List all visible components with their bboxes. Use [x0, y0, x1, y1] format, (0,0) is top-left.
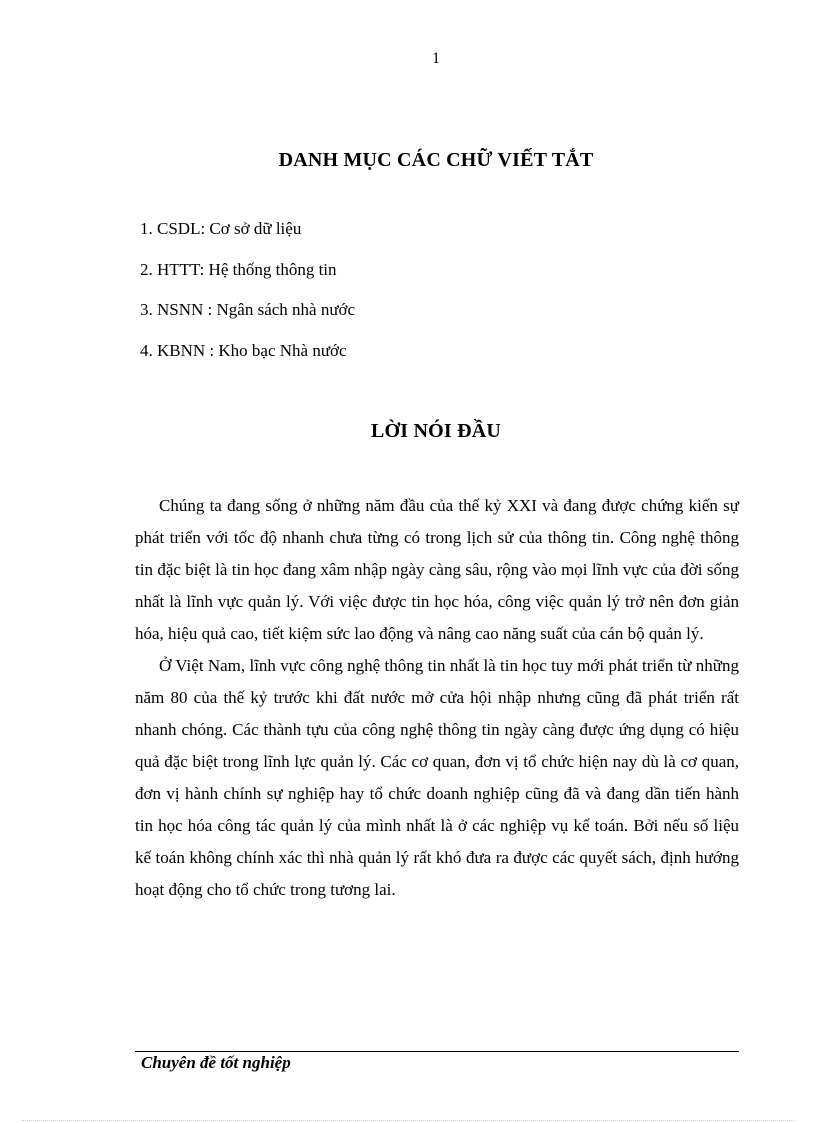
page-bottom-edge: [22, 1120, 794, 1121]
abbreviation-item: 2. HTTT: Hệ thống thông tin: [140, 259, 337, 279]
footer-divider: [135, 1051, 739, 1052]
preface-body: [135, 490, 739, 906]
abbreviation-item: 4. KBNN : Kho bạc Nhà nước: [140, 340, 347, 360]
abbreviation-item: 1. CSDL: Cơ sở dữ liệu: [140, 219, 302, 238]
footer-label: Chuyên đề tốt nghiệp: [141, 1053, 291, 1072]
preface-heading: LỜI NÓI ĐẦU: [371, 420, 501, 442]
abbreviations-heading: DANH MỤC CÁC CHỮ VIẾT TẮT: [278, 149, 594, 171]
abbreviation-item: 3. NSNN : Ngân sách nhà nước: [140, 300, 356, 319]
abbreviations-list: [140, 217, 355, 379]
preface-paragraph: Ở Việt Nam, lĩnh vực công nghệ thông tin nhất là tin học tuy mới phát triển từ những năm 80 của thế kỷ trước khi đất nước mở cửa hội nhập nhưng cũng đã phát triển rất nhanh chóng. Các thành tựu của công nghệ thông tin ngày càng được ứng dụng có hiệu quả đặc biệt trong lĩnh lực quản lý. Các cơ quan, đơn vị tổ chức hiện nay dù là cơ quan, đơn vị hành chính sự nghiệp hay tổ chức doanh nghiệp cũng đã và đang dần tiến hành tin học hóa công tác quản lý của mình nhất là ở các nghiệp vụ kế toán. Bởi nếu số liệu kế toán không chính xác thì nhà quản lý rất khó đưa ra được các quyết sách, định hướng hoạt động cho tổ chức trong tương lai.: [135, 656, 739, 899]
page-number: 1: [432, 50, 440, 67]
preface-paragraph: Chúng ta đang sống ở những năm đầu của thế kỷ XXI và đang được chứng kiến sự phát triển với tốc độ nhanh chưa từng có trong lịch sử của thông tin. Công nghệ thông tin đặc biệt là tin học đang xâm nhập ngày càng sâu, rộng vào mọi lĩnh vực của đời sống nhất là lĩnh vực quản lý. Với việc được tin học hóa, công việc quản lý trở nên đơn giản hóa, hiệu quả cao, tiết kiệm sức lao động và nâng cao năng suất của cán bộ quản lý.: [135, 496, 739, 643]
